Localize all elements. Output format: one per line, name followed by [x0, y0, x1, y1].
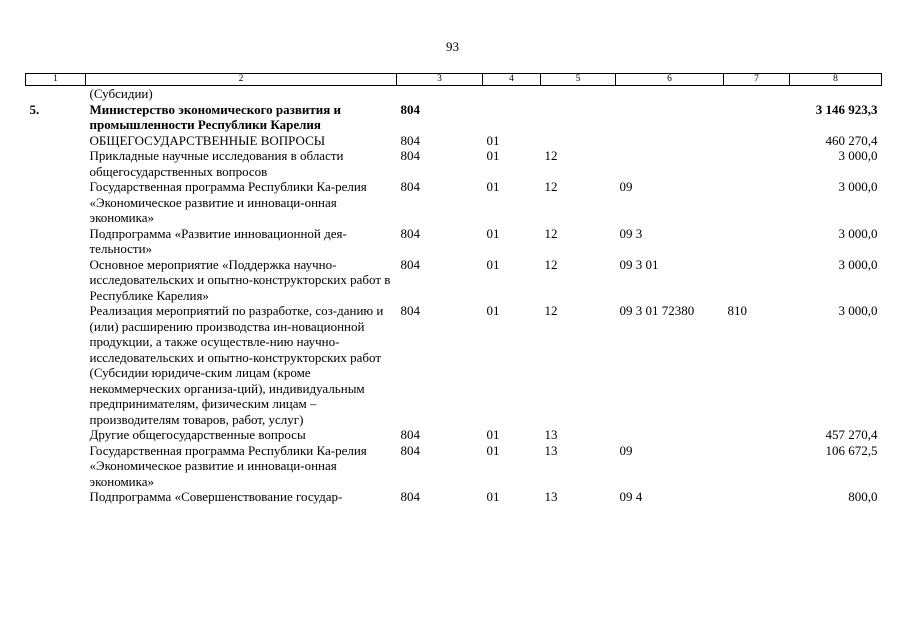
ministry-code: 804: [400, 442, 420, 458]
row-index: [26, 443, 86, 490]
subsection-code: 12: [544, 225, 558, 241]
row-name: Другие общегосударственные вопросы: [89, 427, 306, 442]
ministry-code: [397, 86, 483, 102]
row-amount: 3 000,0: [838, 179, 878, 194]
expense-type-code: [724, 257, 790, 304]
table-row: [26, 443, 882, 490]
section-code: 01: [486, 132, 500, 148]
subsection-code: [541, 133, 616, 149]
section-code: 01: [486, 442, 500, 458]
ministry-code: 804: [400, 303, 420, 318]
section-code: 01: [486, 148, 500, 163]
col-header: 3: [397, 74, 483, 86]
table-row: [26, 133, 882, 149]
ministry-code: 804: [400, 132, 420, 148]
subsection-code: 12: [544, 303, 558, 318]
expense-type-code: [724, 102, 790, 133]
table-row: [26, 257, 882, 304]
table-row: [26, 86, 882, 102]
row-index: [26, 427, 86, 443]
target-article-code: 09: [619, 179, 633, 194]
target-article-code: [616, 102, 724, 133]
section-code: 01: [486, 489, 500, 504]
row-name: Прикладные научные исследования в области общегосударственных вопросов: [89, 148, 344, 179]
col-header: 2: [86, 74, 397, 86]
section-code: 01: [486, 427, 500, 442]
row-name: ОБЩЕГОСУДАРСТВЕННЫЕ ВОПРОСЫ: [89, 132, 326, 148]
col-header: 6: [616, 74, 724, 86]
target-article-code: 09 3 01: [619, 256, 659, 272]
expense-type-code: [724, 427, 790, 443]
target-article-code: 09: [619, 442, 633, 458]
col-header: 7: [724, 74, 790, 86]
subsection-code: 13: [544, 442, 558, 458]
subsection-code: 12: [544, 179, 558, 194]
subsection-code: [541, 102, 616, 133]
section-code: 01: [486, 225, 500, 241]
expense-type-code: [724, 226, 790, 257]
subsection-code: 12: [544, 256, 558, 272]
ministry-code: 804: [400, 489, 420, 504]
row-index: [26, 86, 86, 102]
row-name: Государственная программа Республики Ка-релия «Экономическое развитие и инноваци-онная экономика»: [89, 179, 367, 225]
row-name: Основное мероприятие «Поддержка научно-исследовательских и опытно-конструкторских работ в Республике Карелия»: [89, 256, 391, 303]
section-code: 01: [486, 303, 500, 318]
column-number-header: [26, 74, 882, 86]
row-amount: 457 270,4: [825, 427, 878, 442]
table-row: [26, 148, 882, 179]
expense-type-code: [724, 443, 790, 490]
table-row: [26, 102, 882, 133]
row-amount: 460 270,4: [825, 132, 878, 148]
col-header: 5: [541, 74, 616, 86]
expense-type-code: 810: [727, 303, 747, 318]
row-name: Подпрограмма «Развитие инновационной дея-тельности»: [89, 225, 347, 256]
target-article-code: 09 3: [619, 225, 643, 241]
row-name: Государственная программа Республики Ка-релия «Экономическое развитие и инноваци-онная экономика»: [89, 442, 367, 489]
budget-table: [25, 73, 882, 505]
row-amount: 800,0: [848, 489, 878, 504]
ministry-code: 804: [400, 148, 420, 163]
expense-type-code: [724, 148, 790, 179]
table-row: [26, 303, 882, 427]
row-amount: 3 000,0: [838, 225, 878, 241]
row-index: 5.: [29, 101, 40, 117]
target-article-code: [616, 86, 724, 102]
table-row: [26, 179, 882, 226]
subsection-code: 13: [544, 489, 558, 504]
target-article-code: [616, 133, 724, 149]
row-amount: 106 672,5: [825, 442, 878, 458]
expense-type-code: [724, 489, 790, 505]
ministry-code: 804: [400, 179, 420, 194]
row-name: Подпрограмма «Совершенствование государ-: [89, 489, 343, 504]
row-index: [26, 303, 86, 427]
target-article-code: [616, 148, 724, 179]
row-name: (Субсидии): [89, 86, 153, 101]
page-number: 93: [446, 39, 459, 54]
row-index: [26, 226, 86, 257]
table-row: [26, 489, 882, 505]
row-amount: [790, 86, 882, 102]
row-name: Реализация мероприятий по разработке, соз-данию и (или) расширению производства ин-новационной продукции, а также осуществле-нию научно-исследовательских и опытно-конструкторских работ (Субсидии юридиче-ским лицам (кроме некоммерческих организа-ций), индивидуальным предпринимателям, физическим лицам – производителям товаров, работ, услуг): [89, 303, 384, 427]
row-index: [26, 179, 86, 226]
section-code: [483, 86, 541, 102]
row-amount: 3 000,0: [838, 148, 878, 163]
row-index: [26, 148, 86, 179]
ministry-code: 804: [400, 101, 420, 117]
subsection-code: 13: [544, 427, 558, 442]
expense-type-code: [724, 133, 790, 149]
ministry-code: 804: [400, 427, 420, 442]
expense-type-code: [724, 179, 790, 226]
ministry-code: 804: [400, 225, 420, 241]
col-header: 1: [26, 74, 86, 86]
table-row: [26, 226, 882, 257]
section-code: 01: [486, 256, 500, 272]
target-article-code: 09 3 01 72380: [619, 303, 695, 318]
ministry-code: 804: [400, 256, 420, 272]
row-name: Министерство экономического развития и промышленности Республики Карелия: [89, 101, 342, 132]
row-index: [26, 257, 86, 304]
section-code: 01: [486, 179, 500, 194]
row-index: [26, 489, 86, 505]
subsection-code: 12: [544, 148, 558, 163]
subsection-code: [541, 86, 616, 102]
target-article-code: [616, 427, 724, 443]
section-code: [483, 102, 541, 133]
target-article-code: 09 4: [619, 489, 643, 504]
row-amount: 3 000,0: [838, 303, 878, 318]
row-index: [26, 133, 86, 149]
expense-type-code: [724, 86, 790, 102]
table-row: [26, 427, 882, 443]
col-header: 4: [483, 74, 541, 86]
col-header: 8: [790, 74, 882, 86]
row-amount: 3 000,0: [838, 256, 878, 272]
row-amount: 3 146 923,3: [815, 101, 878, 117]
